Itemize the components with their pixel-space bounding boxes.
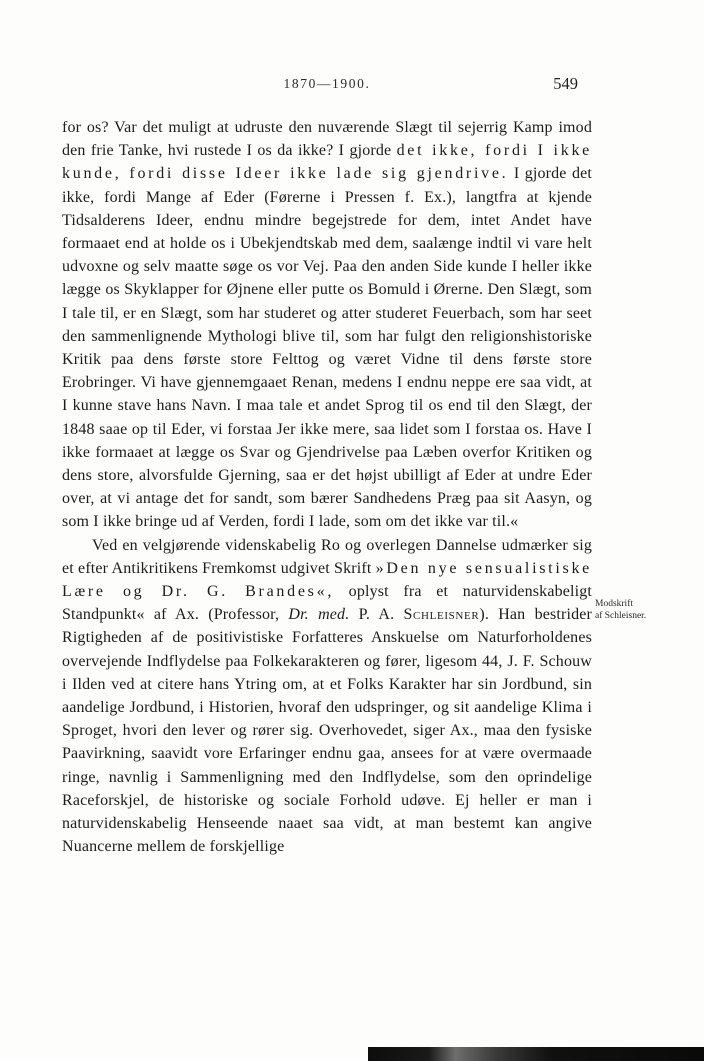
paragraph-1 (62, 116, 592, 534)
text-run: P. A. (349, 606, 404, 624)
text-run-italic: Dr. med. (288, 606, 350, 624)
running-header-title: 1870—1900. (283, 76, 371, 91)
scan-artifact-bar (368, 1047, 704, 1061)
running-header (62, 76, 592, 98)
text-run: I gjorde det ikke, fordi Mange af Eder (Førerne i Pressen f. Ex.), langtfra at kjende Tidsalderens Ideer, endnu mindre begejstrede for dem, intet Andet have formaaet end at holde os i Ubekjendtskab med dem, saalænge indtil vi vare helt udvoxne og selv maatte søge os vor Vej. Paa den anden Side kunde I heller ikke lægge os Skyklapper for Øjnene eller putte os Bomuld i Ørerne. Den Slægt, som I tale til, er en Slægt, som har studeret og atter studeret Feuerbach, som har seet den sammenlignende Mythologi blive til, som har fulgt den religionshistoriske Kritik paa dens første store Felttog og været Vidne til dens første store Erobringer. Vi have gjennemgaaet Renan, medens I endnu neppe ere saa vidt, at I kunne stave hans Navn. I maa tale et andet Sprog til os end til den Slægt, der 1848 saae op til Eder, vi forstaa Jer ikke mere, saa lidet som I forstaa os. Have I ikke formaaet at lægge os Svar og Gjendrivelse paa Læben overfor Kritiken og dens store, alvorsfulde Gjerning, saa er det højst ubilligt af Eder at undre Eder over, at vi antage det for sandt, som bærer Sandhedens Præg paa sit Aasyn, og som I ikke bringe ud af Verden, fordi I lade, som om det ikke var til.« (62, 165, 592, 531)
margin-note-line1: Modskrift (595, 599, 633, 609)
text-run: for os? Var det muligt at udruste den nuværende Slægt til sejerrig Kamp imod den frie Tanke, hvi rustede I os da ikke? I gjorde (62, 119, 592, 160)
text-run-spaced: »Den nye sensualistiske Lære og Dr. G. Brandes«, (62, 559, 593, 601)
text-run: oplyst fra et naturvidenskabeligt Standpunkt« af Ax. (Professor, (62, 583, 592, 624)
page-number: 549 (553, 74, 578, 93)
margin-note (595, 599, 673, 622)
text-run-spaced: det ikke, fordi I ikke kunde, fordi disse Ideer ikke lade sig gjendrive. (62, 142, 592, 183)
paragraph-2 (62, 534, 592, 859)
text-run-smallcaps: Schleisner (403, 606, 480, 624)
text-run: Ved en velgjørende videnskabelig Ro og overlegen Dannelse udmærker sig et efter Antikritikens Fremkomst udgivet Skrift (62, 536, 592, 577)
text-run: ). Han bestrider Rigtigheden af de positivistiske Forfatteres Anskuelse om Naturforholdenes overvejende Indflydelse paa Folkekarakteren og fører, ligesom 44, J. F. Schouw i Ilden ved at citere hans Ytring om, at et Folks Karakter har sin Jordbund, sin aandelige Jordbund, i Historien, hvoraf den udspringer, og sit aandelige Klima i Sproget, hvori den lever og rører sig. Overhovedet, siger Ax., maa den fysiske Paavirkning, saavidt vore Erfaringer endnu gaa, ansees for at være overmaade ringe, navnlig i Sammenligning med den Indflydelse, som den oprindelige Raceforskjel, de historiske og sociale Forhold udøve. Ej heller er man i naturvidenskabelig Henseende naaet saa vidt, at man bestemt kan angive Nuancerne mellem de forskjellige (62, 606, 592, 856)
margin-note-line2: af Schleisner. (595, 610, 647, 621)
text-block (62, 116, 592, 859)
